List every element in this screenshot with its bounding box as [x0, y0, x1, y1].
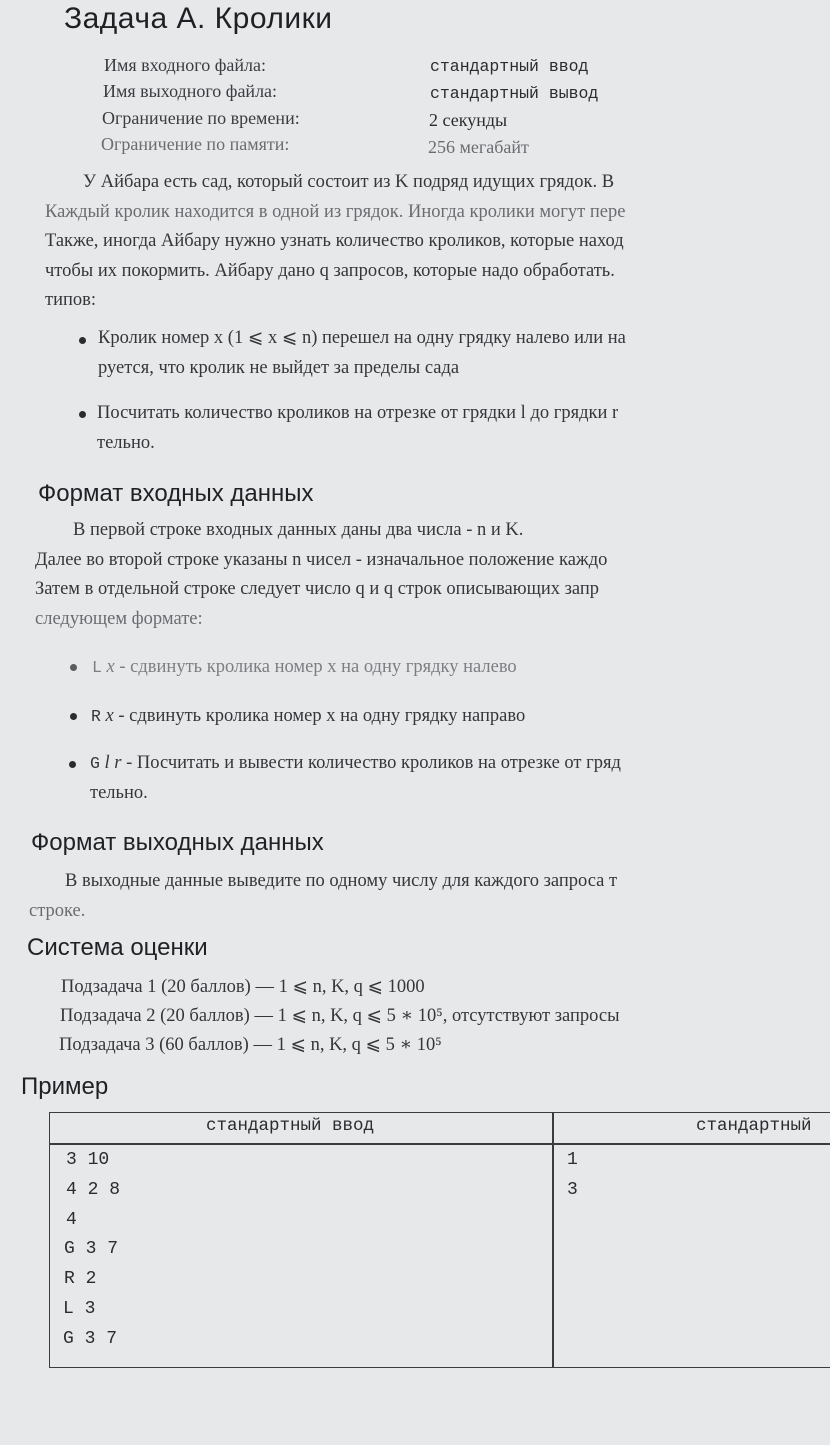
command-text: - Посчитать и вывести количество кроликов на отрезке от гряд [126, 753, 621, 773]
input-format-line: следующем формате: [35, 608, 203, 629]
input-format-line: Далее во второй строке указаны n чисел - изначальное положение каждо [35, 549, 608, 570]
command-var: x [106, 657, 115, 677]
bullet-text: тельно. [97, 432, 155, 453]
input-format-heading: Формат входных данных [38, 480, 314, 507]
meta-value-input-file: стандартный ввод [430, 57, 589, 76]
meta-value-output-file: стандартный вывод [430, 84, 599, 103]
input-column-header: стандартный ввод [206, 1116, 375, 1136]
example-table [49, 1112, 830, 1368]
table-header-divider [50, 1143, 830, 1145]
input-line: G 3 7 [64, 1239, 119, 1259]
command-text: - сдвинуть кролика номер x на одну грядку налево [119, 657, 517, 677]
subtask-line: Подзадача 3 (60 баллов) — 1 ⩽ n, K, q ⩽ 5 ∗ 10⁵ [59, 1035, 442, 1055]
input-format-text [35, 516, 607, 634]
command-code: G [90, 754, 100, 773]
statement-bullet-1 [98, 324, 626, 383]
command-code: R [91, 707, 101, 726]
bullet-text: Кролик номер x (1 ⩽ x ⩽ n) перешел на одну грядку налево или на [98, 328, 626, 348]
statement-line: Каждый кролик находится в одной из грядок. Иногда кролики могут пере [45, 201, 626, 222]
input-line: 4 2 8 [66, 1180, 121, 1200]
bullet-dot [70, 713, 77, 720]
command-var: x [105, 706, 114, 726]
bullet-dot [79, 411, 86, 418]
command-code: L [92, 658, 102, 677]
input-line: L 3 [63, 1299, 96, 1319]
meta-label-memory-limit: Ограничение по памяти: [101, 134, 290, 154]
meta-value-time-limit: 2 секунды [429, 110, 508, 130]
statement-line: типов: [45, 290, 97, 310]
output-line: 1 [567, 1150, 578, 1170]
output-format-text [29, 867, 617, 926]
statement-line: Также, иногда Айбару нужно узнать количество кроликов, которые наход [45, 231, 624, 251]
command-text-continued: тельно. [90, 782, 148, 803]
meta-label-time-limit: Ограничение по времени: [102, 108, 300, 128]
example-heading: Пример [21, 1073, 109, 1100]
output-format-line: строке. [29, 900, 86, 921]
scoring-list [61, 973, 620, 1060]
problem-title: Задача A. Кролики [64, 2, 333, 35]
output-format-heading: Формат выходных данных [31, 829, 324, 856]
command-var: l r [104, 753, 122, 773]
command-text: - сдвинуть кролика номер x на одну грядку направо [118, 706, 526, 726]
input-line: G 3 7 [63, 1329, 118, 1349]
bullet-dot [79, 337, 86, 344]
input-format-line: Затем в отдельной строке следует число q и q строк описывающих запр [35, 579, 600, 599]
input-line: 4 [66, 1210, 77, 1230]
output-line: 3 [567, 1180, 578, 1200]
bullet-dot [70, 664, 77, 671]
statement-line: У Айбара есть сад, который состоит из K подряд идущих грядок. В [83, 172, 615, 192]
scoring-heading: Система оценки [27, 934, 208, 961]
meta-label-output-file: Имя выходного файла: [103, 81, 278, 101]
input-bullet-L [92, 653, 517, 683]
input-line: 3 10 [66, 1150, 110, 1170]
statement-bullet-2 [97, 399, 618, 458]
statement-line: чтобы их покормить. Айбару дано q запросов, которые надо обработать. [45, 260, 615, 281]
table-column-divider [552, 1113, 554, 1367]
subtask-line: Подзадача 2 (20 баллов) — 1 ⩽ n, K, q ⩽ 5 ∗ 10⁵, отсутствуют запросы [60, 1006, 620, 1026]
input-bullet-R [91, 702, 525, 732]
input-line: R 2 [64, 1269, 97, 1289]
output-format-line: В выходные данные выведите по одному числу для каждого запроса т [65, 871, 618, 891]
subtask-line: Подзадача 1 (20 баллов) — 1 ⩽ n, K, q ⩽ 1000 [61, 977, 425, 997]
input-bullet-G [90, 749, 621, 808]
input-format-line: В первой строке входных данных даны два числа - n и K. [73, 520, 524, 540]
bullet-text: Посчитать количество кроликов на отрезке от грядки l до грядки r [97, 403, 619, 423]
bullet-text: руется, что кролик не выйдет за пределы сада [98, 357, 460, 378]
meta-label-input-file: Имя входного файла: [104, 55, 266, 75]
statement [45, 168, 625, 316]
meta-value-memory-limit: 256 мегабайт [428, 137, 529, 157]
bullet-dot [69, 761, 76, 768]
output-column-header: стандартный [696, 1116, 812, 1136]
